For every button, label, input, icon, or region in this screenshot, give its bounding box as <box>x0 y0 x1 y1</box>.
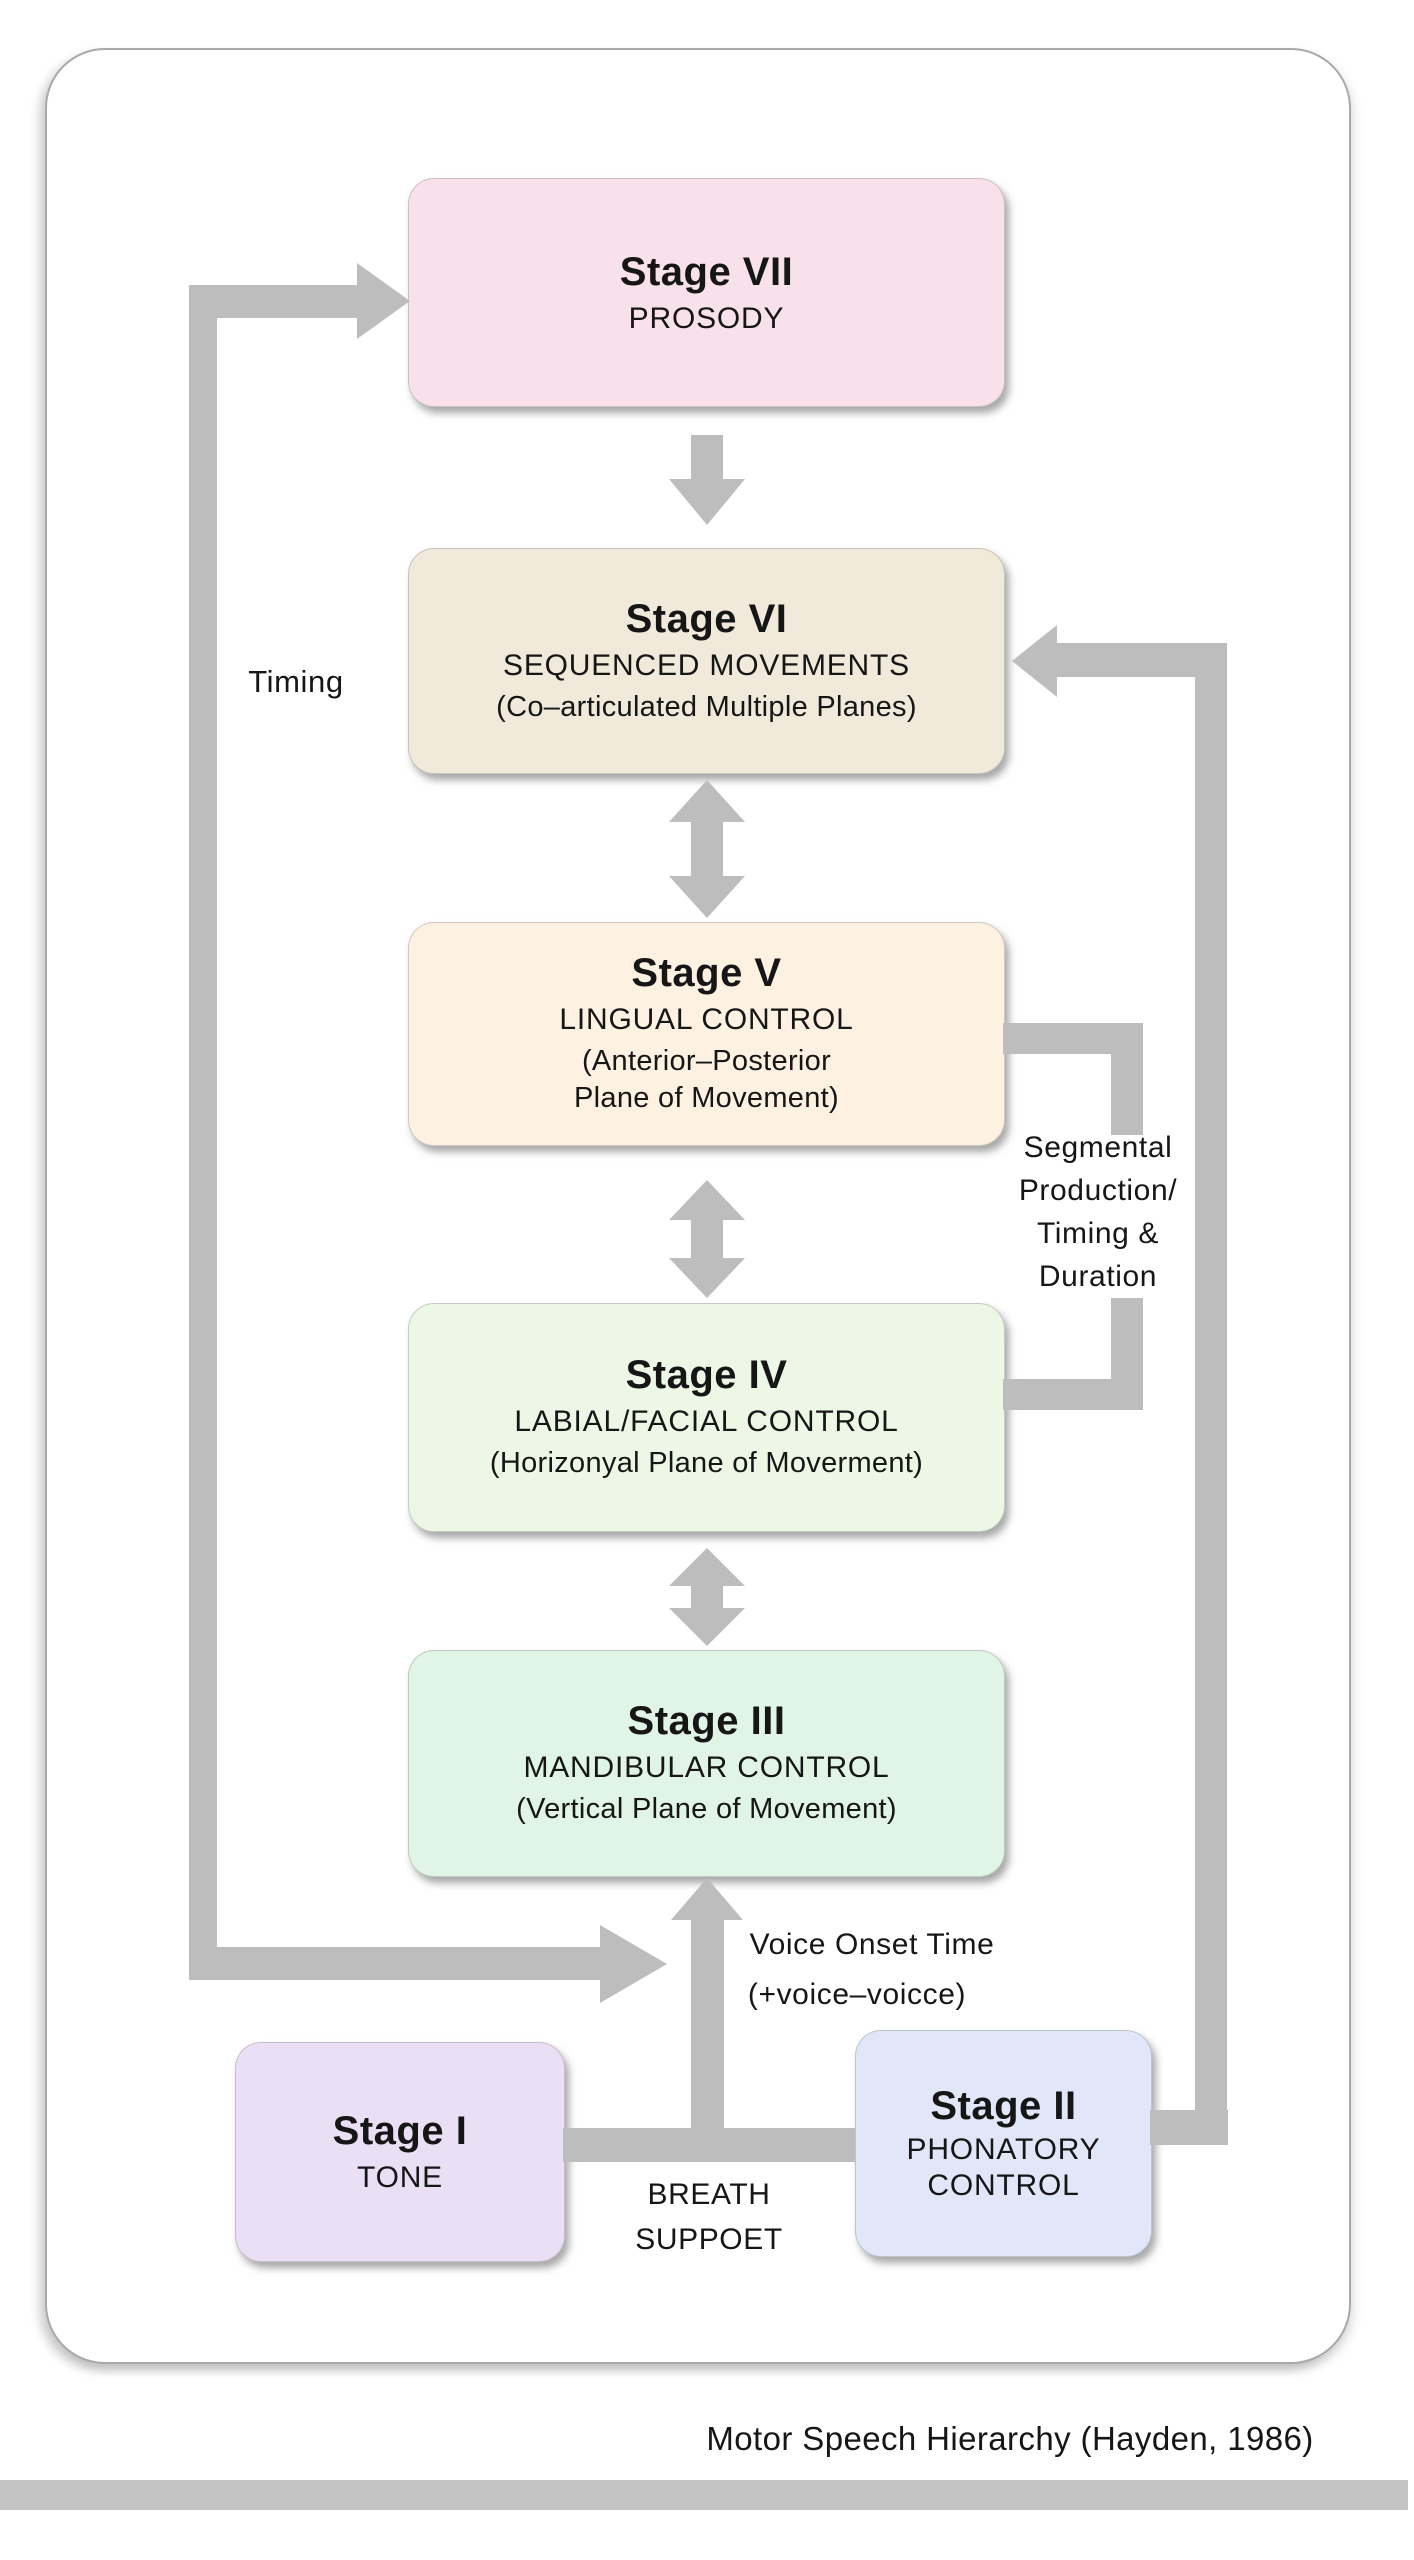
stage-iv-box <box>408 1303 1005 1532</box>
stage-v-title: Stage V <box>631 951 782 995</box>
stage-vii-title: Stage VII <box>619 249 794 294</box>
timing-line-bottom-right-arrow-icon <box>600 1925 667 2003</box>
breath-support-label-line1: BREATH <box>647 2178 771 2211</box>
stage-ii-subtitle-line1: PHONATORY <box>906 2133 1101 2166</box>
stage-ii-box <box>855 2030 1152 2257</box>
arrow-vii-to-vi-stem <box>691 435 723 481</box>
segmental-label-line1: Segmental <box>1023 1131 1173 1164</box>
arrow-iv-iii-up-icon <box>669 1548 745 1586</box>
stage-iii-subtitle: MANDIBULAR CONTROL <box>523 1751 890 1784</box>
stage-vii-subtitle: PROSODY <box>628 301 785 335</box>
stage-i-box <box>235 2042 565 2262</box>
stage-v-box <box>408 922 1005 1146</box>
timing-label: Timing <box>248 664 344 699</box>
timing-line-vertical <box>189 285 217 1980</box>
right-line-top-stem <box>1057 643 1227 677</box>
segmental-label-line4: Duration <box>1038 1260 1158 1293</box>
stage-iii-title: Stage III <box>627 1699 786 1743</box>
stage-iv-title: Stage IV <box>625 1353 788 1397</box>
segmental-label <box>968 1126 1228 1298</box>
stage-i-subtitle: TONE <box>357 2161 443 2194</box>
voice-onset-time-label-line1: Voice Onset Time <box>749 1928 995 1961</box>
breath-support-label-line2: SUPPOET <box>635 2223 783 2256</box>
right-line-vertical <box>1195 645 1227 2145</box>
right-line-left-arrow-icon <box>1012 625 1057 697</box>
timing-line-top-arm <box>189 285 367 318</box>
arrow-vi-v-up-icon <box>669 780 745 822</box>
stage-iv-subtitle: LABIAL/FACIAL CONTROL <box>514 1405 899 1438</box>
stage-vi-title: Stage VI <box>625 596 788 641</box>
arrow-breath-to-iii-stem <box>691 1918 724 2145</box>
stage-vi-box <box>408 548 1005 774</box>
stage-vii-box <box>408 178 1005 407</box>
voice-onset-time-label-line2: (+voice–voicce) <box>747 1978 967 2011</box>
arrow-iv-iii-stem <box>691 1584 723 1610</box>
arrow-v-iv-up-icon <box>669 1180 745 1220</box>
segmental-bracket-vertical-upper <box>1111 1023 1143 1135</box>
diagram-caption: Motor Speech Hierarchy (Hayden, 1986) <box>706 2420 1314 2457</box>
stage-iii-detail: (Vertical Plane of Movement) <box>516 1793 897 1825</box>
breath-support-label <box>635 2172 783 2262</box>
arrow-iv-iii-down-icon <box>669 1608 745 1646</box>
arrow-v-iv-stem <box>691 1216 723 1260</box>
bottom-bar <box>0 2480 1408 2510</box>
segmental-label-line2: Production/ <box>1018 1174 1178 1207</box>
stage-iv-detail: (Horizonyal Plane of Moverment) <box>489 1447 924 1479</box>
stage-ii-subtitle-line2: CONTROL <box>927 2169 1080 2202</box>
arrow-vi-v-down-icon <box>669 876 745 918</box>
segmental-label-line3: Timing & <box>1036 1217 1160 1250</box>
timing-line-right-arrow-icon <box>357 263 410 339</box>
stage-v-detail-line2: Plane of Movement) <box>574 1082 839 1114</box>
stage-iii-box <box>408 1650 1005 1877</box>
segmental-bracket-bottom <box>1003 1379 1143 1410</box>
stage-vi-detail: (Co–articulated Multiple Planes) <box>496 690 917 723</box>
arrow-vii-to-vi-down-icon <box>669 479 745 525</box>
breath-support-bar <box>563 2128 855 2162</box>
arrow-breath-to-iii-up-icon <box>671 1878 743 1920</box>
stage-v-detail-line1: (Anterior–Posterior <box>581 1045 832 1077</box>
stage-vi-subtitle: SEQUENCED MOVEMENTS <box>503 648 910 682</box>
stage-ii-title: Stage II <box>930 2084 1077 2128</box>
stage-i-title: Stage I <box>332 2109 468 2153</box>
arrow-vi-v-stem <box>691 818 723 878</box>
timing-line-bottom-arm <box>189 1947 600 1980</box>
stage-v-subtitle: LINGUAL CONTROL <box>559 1003 854 1036</box>
arrow-v-iv-down-icon <box>669 1258 745 1298</box>
